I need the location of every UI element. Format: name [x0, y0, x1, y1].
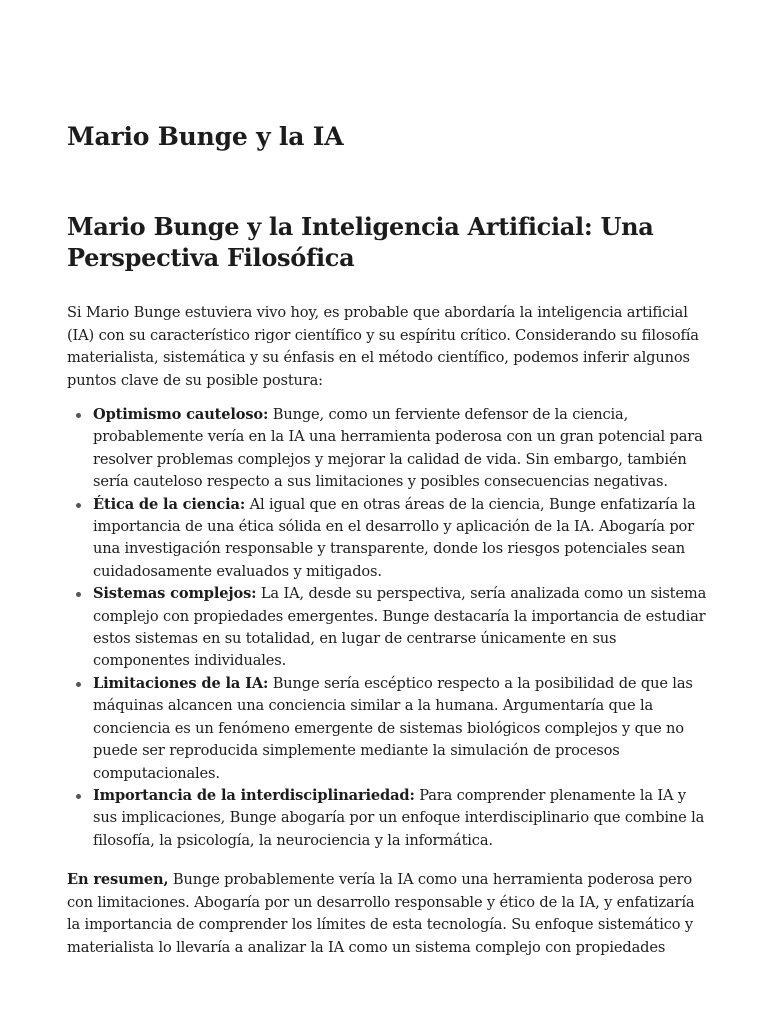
list-item-label: Limitaciones de la IA:: [93, 674, 269, 692]
list-item: [67, 404, 707, 494]
bullet-icon: [76, 503, 81, 508]
bullet-icon: [76, 413, 81, 418]
document-title: Mario Bunge y la IA: [67, 122, 344, 151]
list-item-label: Ética de la ciencia:: [93, 495, 246, 513]
list-item: [67, 785, 707, 852]
summary-text: Bunge probablemente vería la IA como una herramienta poderosa pero con limitaciones. Abogaría por un desarrollo responsable y ético de la IA, y enfatizaría la importancia de comprender los límites de esta tecnología. Su enfoque sistemático y materialista lo llevaría a analizar la IA como un sistema complejo con propiedades: [67, 871, 695, 956]
intro-paragraph: Si Mario Bunge estuviera vivo hoy, es probable que abordaría la inteligencia artificial (IA) con su característico rigor científico y su espíritu crítico. Considerando su filosofía materialista, sistemática y su énfasis en el método científico, podemos inferir algunos puntos clave de su posible postura:: [67, 304, 699, 389]
summary-paragraph: [67, 869, 703, 959]
bullet-icon: [76, 592, 81, 597]
summary-label: En resumen,: [67, 871, 169, 888]
list-item-text: La IA, desde su perspectiva, sería analizada como un sistema complejo con propiedades emergentes. Bunge destacaría la importancia de estudiar estos sistemas en su totalidad, en lugar de centrarse únicamente en sus componentes individuales.: [93, 585, 707, 670]
list-item: [67, 494, 707, 584]
list-item-label: Optimismo cauteloso:: [93, 406, 269, 423]
list-item-text: Al igual que en otras áreas de la ciencia, Bunge enfatizaría la importancia de una ética sólida en el desarrollo y aplicación de la IA. Abogaría por una investigación responsable y transparente, donde los riesgos potenciales sean cuidadosamente evaluados y mitigados.: [93, 495, 696, 580]
list-item: [67, 673, 707, 785]
list-item-label: Importancia de la interdisciplinariedad:: [93, 786, 415, 804]
key-points-list: [67, 404, 707, 852]
bullet-icon: [76, 682, 81, 687]
list-item: [67, 583, 707, 673]
list-item-text: Para comprender plenamente la IA y sus implicaciones, Bunge abogaría por un enfoque interdisciplinario que combine la filosofía, la psicología, la neurociencia y la informática.: [93, 786, 705, 849]
list-item-text: Bunge, como un ferviente defensor de la ciencia, probablemente vería en la IA una herramienta poderosa con un gran potencial para resolver problemas complejos y mejorar la calidad de vida. Sin embargo, también sería cauteloso respecto a sus limitaciones y posibles consecuencias negativas.: [93, 406, 703, 491]
bullet-icon: [76, 794, 81, 799]
section-heading: Mario Bunge y la Inteligencia Artificial: Una Perspectiva Filosófica: [67, 212, 654, 272]
list-item-text: Bunge sería escéptico respecto a la posibilidad de que las máquinas alcancen una conciencia similar a la humana. Argumentaría que la conciencia es un fenómeno emergente de sistemas biológicos complejos y que no puede ser reproducida simplemente mediante la simulación de procesos computacionales.: [93, 674, 693, 782]
list-item-label: Sistemas complejos:: [93, 585, 257, 603]
